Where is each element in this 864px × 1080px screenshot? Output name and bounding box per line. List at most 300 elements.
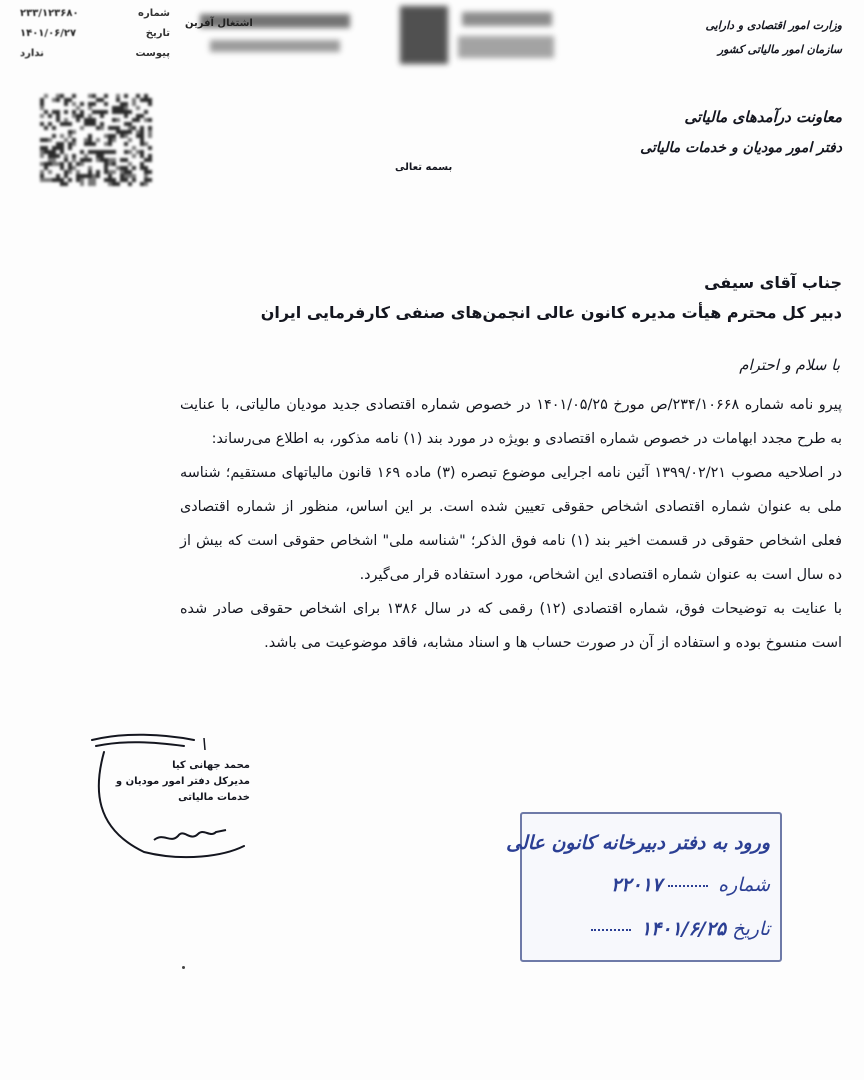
code-pixel	[108, 138, 112, 142]
code-pixel	[140, 142, 144, 146]
code-pixel	[52, 146, 56, 150]
stamp-number-label: شماره	[718, 874, 770, 896]
code-pixel	[64, 170, 68, 174]
code-pixel	[56, 154, 60, 158]
code-pixel	[116, 110, 120, 114]
code-pixel	[108, 178, 112, 182]
code-pixel	[72, 154, 76, 158]
code-pixel	[104, 178, 108, 182]
code-pixel	[88, 102, 92, 106]
code-pixel	[120, 106, 124, 110]
code-pixel	[80, 114, 84, 118]
code-pixel	[144, 142, 148, 146]
code-pixel	[108, 150, 112, 154]
code-pixel	[56, 118, 60, 122]
code-pixel	[64, 182, 68, 186]
code-pixel	[44, 138, 48, 142]
code-pixel	[88, 94, 92, 98]
code-pixel	[100, 150, 104, 154]
code-pixel	[116, 106, 120, 110]
code-pixel	[52, 98, 56, 102]
code-pixel	[68, 162, 72, 166]
code-pixel	[56, 178, 60, 182]
code-pixel	[60, 94, 64, 98]
code-pixel	[44, 146, 48, 150]
code-pixel	[56, 94, 60, 98]
code-pixel	[72, 94, 76, 98]
code-pixel	[148, 146, 152, 150]
code-pixel	[144, 118, 148, 122]
code-pixel	[116, 118, 120, 122]
code-pixel	[76, 162, 80, 166]
code-pixel	[72, 110, 76, 114]
code-pixel	[144, 94, 148, 98]
code-pixel	[48, 178, 52, 182]
code-pixel	[116, 130, 120, 134]
code-pixel	[124, 134, 128, 138]
addressee-name: جناب آقای سیفی	[704, 273, 842, 292]
stamp-date-label: تاریخ	[732, 918, 770, 940]
code-pixel	[108, 174, 112, 178]
code-pixel	[144, 98, 148, 102]
code-pixel	[60, 146, 64, 150]
code-pixel	[96, 174, 100, 178]
code-pixel	[92, 174, 96, 178]
blurred-header-strip	[200, 6, 560, 68]
code-pixel	[84, 122, 88, 126]
code-pixel	[140, 130, 144, 134]
qr-code-icon	[40, 94, 152, 186]
code-pixel	[128, 162, 132, 166]
code-pixel	[120, 110, 124, 114]
code-pixel	[64, 154, 68, 158]
code-pixel	[140, 114, 144, 118]
code-pixel	[124, 102, 128, 106]
reference-attachment-label: پیوست	[135, 48, 170, 59]
code-pixel	[60, 178, 64, 182]
code-pixel	[100, 114, 104, 118]
code-pixel	[88, 178, 92, 182]
code-pixel	[148, 158, 152, 162]
code-pixel	[48, 150, 52, 154]
reference-block	[20, 4, 170, 64]
code-pixel	[136, 150, 140, 154]
code-pixel	[96, 98, 100, 102]
code-pixel	[48, 138, 52, 142]
code-pixel	[124, 150, 128, 154]
code-pixel	[132, 98, 136, 102]
salutation: با سلام و احترام	[739, 356, 840, 374]
code-pixel	[140, 98, 144, 102]
code-pixel	[120, 130, 124, 134]
code-pixel	[56, 114, 60, 118]
code-pixel	[96, 126, 100, 130]
code-pixel	[144, 170, 148, 174]
code-pixel	[128, 150, 132, 154]
code-pixel	[88, 122, 92, 126]
code-pixel	[88, 134, 92, 138]
code-pixel	[64, 98, 68, 102]
code-pixel	[128, 174, 132, 178]
code-pixel	[148, 134, 152, 138]
code-pixel	[92, 102, 96, 106]
code-pixel	[148, 170, 152, 174]
code-pixel	[100, 122, 104, 126]
code-pixel	[112, 110, 116, 114]
code-pixel	[48, 158, 52, 162]
code-pixel	[48, 122, 52, 126]
code-pixel	[40, 146, 44, 150]
code-pixel	[104, 170, 108, 174]
code-pixel	[140, 166, 144, 170]
code-pixel	[40, 178, 44, 182]
code-pixel	[72, 166, 76, 170]
code-pixel	[136, 130, 140, 134]
code-pixel	[76, 170, 80, 174]
code-pixel	[56, 174, 60, 178]
code-pixel	[44, 178, 48, 182]
code-pixel	[96, 170, 100, 174]
code-pixel	[120, 178, 124, 182]
code-pixel	[132, 154, 136, 158]
code-pixel	[124, 158, 128, 162]
code-pixel	[80, 182, 84, 186]
code-pixel	[56, 146, 60, 150]
code-pixel	[92, 122, 96, 126]
code-pixel	[96, 138, 100, 142]
code-pixel	[100, 110, 104, 114]
reference-date-label: تاریخ	[145, 28, 170, 39]
code-pixel	[144, 166, 148, 170]
code-pixel	[88, 118, 92, 122]
code-pixel	[52, 110, 56, 114]
code-pixel	[128, 126, 132, 130]
code-pixel	[84, 118, 88, 122]
code-pixel	[80, 178, 84, 182]
code-pixel	[96, 110, 100, 114]
code-pixel	[92, 110, 96, 114]
code-pixel	[128, 122, 132, 126]
code-pixel	[48, 154, 52, 158]
code-pixel	[116, 98, 120, 102]
code-pixel	[40, 174, 44, 178]
reference-date-value: ۱۴۰۱/۰۶/۲۷	[20, 28, 77, 39]
code-pixel	[68, 146, 72, 150]
code-pixel	[44, 150, 48, 154]
code-pixel	[84, 138, 88, 142]
signatory-name: محمد جهانی کیا	[172, 760, 250, 771]
dotted-line	[668, 885, 708, 887]
code-pixel	[80, 150, 84, 154]
body-paragraph: با عنایت به توضیحات فوق، شماره اقتصادی (۱۲) رقمی که در سال ۱۳۸۶ برای اشخاص حقوقی صادر شده است منسوخ بوده و استفاده از آن در صورت حساب ها و اسناد مشابه، فاقد موضوعیت می باشد.	[180, 601, 842, 651]
code-pixel	[64, 158, 68, 162]
code-pixel	[40, 114, 44, 118]
code-pixel	[132, 174, 136, 178]
code-pixel	[108, 158, 112, 162]
code-pixel	[108, 182, 112, 186]
code-pixel	[112, 170, 116, 174]
deputy-name: معاونت درآمدهای مالیاتی	[684, 108, 842, 126]
code-pixel	[88, 158, 92, 162]
ink-speck	[182, 966, 185, 969]
code-pixel	[64, 102, 68, 106]
code-pixel	[144, 174, 148, 178]
code-pixel	[104, 102, 108, 106]
code-pixel	[104, 142, 108, 146]
code-pixel	[88, 114, 92, 118]
code-pixel	[128, 170, 132, 174]
code-pixel	[132, 126, 136, 130]
reference-attachment-row	[20, 44, 170, 64]
code-pixel	[100, 126, 104, 130]
code-pixel	[40, 98, 44, 102]
code-pixel	[120, 158, 124, 162]
code-pixel	[136, 114, 140, 118]
code-pixel	[92, 142, 96, 146]
code-pixel	[148, 126, 152, 130]
code-pixel	[124, 114, 128, 118]
code-pixel	[112, 182, 116, 186]
code-pixel	[40, 150, 44, 154]
code-pixel	[64, 174, 68, 178]
code-pixel	[80, 174, 84, 178]
code-pixel	[40, 138, 44, 142]
code-pixel	[112, 138, 116, 142]
code-pixel	[92, 94, 96, 98]
signature-icon	[150, 822, 230, 848]
code-pixel	[92, 118, 96, 122]
code-pixel	[120, 134, 124, 138]
code-pixel	[40, 102, 44, 106]
code-pixel	[72, 158, 76, 162]
code-pixel	[80, 162, 84, 166]
code-pixel	[112, 126, 116, 130]
organization-name: سازمان امور مالیاتی کشور	[717, 43, 842, 56]
office-name: دفتر امور مودیان و خدمات مالیاتی	[640, 140, 842, 156]
code-pixel	[88, 170, 92, 174]
code-pixel	[60, 166, 64, 170]
code-pixel	[124, 170, 128, 174]
code-pixel	[128, 182, 132, 186]
code-pixel	[48, 162, 52, 166]
code-pixel	[40, 170, 44, 174]
code-pixel	[136, 134, 140, 138]
code-pixel	[124, 166, 128, 170]
code-pixel	[144, 182, 148, 186]
code-pixel	[44, 110, 48, 114]
ministry-name: وزارت امور اقتصادی و دارایی	[705, 19, 842, 32]
code-pixel	[140, 138, 144, 142]
code-pixel	[60, 122, 64, 126]
code-pixel	[88, 150, 92, 154]
code-pixel	[56, 98, 60, 102]
addressee-title: دبیر کل محترم هیأت مدیره کانون عالی انجمن‌های صنفی کارفرمایی ایران	[260, 303, 842, 322]
code-pixel	[96, 158, 100, 162]
code-pixel	[60, 162, 64, 166]
code-pixel	[52, 126, 56, 130]
invocation: بسمه تعالی	[395, 162, 453, 173]
body-paragraph: در اصلاحیه مصوب ۱۳۹۹/۰۲/۲۱ آئین نامه اجرایی موضوع تبصره (۳) ماده ۱۶۹ قانون مالیاتهای مستقیم؛ شناسه ملی به عنوان شماره اقتصادی اشخاص حقوقی تعیین شده است. بر این اساس، منظور از شماره اقتصادی فعلی اشخاص حقوقی در قسمت اخیر بند (۱) نامه فوق الذکر؛ "شناسه ملی" اشخاص حقوقی است که بیش از ده سال است به عنوان شماره اقتصادی این اشخاص، مورد استفاده قرار می‌گیرد.	[180, 465, 843, 583]
code-pixel	[84, 174, 88, 178]
code-pixel	[68, 142, 72, 146]
code-pixel	[60, 150, 64, 154]
code-pixel	[68, 130, 72, 134]
reference-number-label: شماره	[138, 8, 170, 19]
code-pixel	[124, 130, 128, 134]
code-pixel	[44, 162, 48, 166]
code-pixel	[92, 178, 96, 182]
code-pixel	[60, 142, 64, 146]
signatory-title: مدیرکل دفتر امور مودیان و	[115, 776, 250, 787]
code-pixel	[104, 166, 108, 170]
code-pixel	[56, 142, 60, 146]
code-pixel	[112, 158, 116, 162]
code-pixel	[64, 110, 68, 114]
code-pixel	[140, 182, 144, 186]
code-pixel	[40, 154, 44, 158]
code-pixel	[72, 130, 76, 134]
code-pixel	[104, 150, 108, 154]
signatory-title-continued: خدمات مالیاتی	[178, 792, 250, 803]
code-pixel	[68, 98, 72, 102]
code-pixel	[40, 162, 44, 166]
stamp-heading: ورود به دفتر دبیرخانه کانون عالی	[506, 832, 770, 854]
code-pixel	[108, 170, 112, 174]
code-pixel	[64, 118, 68, 122]
code-pixel	[140, 134, 144, 138]
code-pixel	[44, 94, 48, 98]
code-pixel	[40, 122, 44, 126]
code-pixel	[148, 118, 152, 122]
code-pixel	[112, 162, 116, 166]
code-pixel	[80, 110, 84, 114]
code-pixel	[124, 122, 128, 126]
code-pixel	[76, 114, 80, 118]
signature-block	[100, 758, 250, 806]
code-pixel	[68, 166, 72, 170]
reference-attachment-value: ندارد	[20, 48, 44, 59]
code-pixel	[144, 178, 148, 182]
emblem-icon	[400, 6, 448, 64]
code-pixel	[44, 166, 48, 170]
code-pixel	[76, 174, 80, 178]
code-pixel	[136, 94, 140, 98]
code-pixel	[124, 142, 128, 146]
code-pixel	[112, 150, 116, 154]
code-pixel	[136, 106, 140, 110]
code-pixel	[112, 134, 116, 138]
code-pixel	[68, 134, 72, 138]
code-pixel	[120, 174, 124, 178]
code-pixel	[144, 110, 148, 114]
code-pixel	[100, 158, 104, 162]
code-pixel	[132, 146, 136, 150]
code-pixel	[52, 178, 56, 182]
code-pixel	[52, 150, 56, 154]
code-pixel	[88, 142, 92, 146]
code-pixel	[112, 106, 116, 110]
code-pixel	[104, 158, 108, 162]
code-pixel	[116, 94, 120, 98]
code-pixel	[116, 166, 120, 170]
code-pixel	[80, 102, 84, 106]
code-pixel	[148, 130, 152, 134]
code-pixel	[88, 138, 92, 142]
code-pixel	[52, 158, 56, 162]
code-pixel	[132, 178, 136, 182]
code-pixel	[116, 126, 120, 130]
code-pixel	[68, 170, 72, 174]
code-pixel	[76, 178, 80, 182]
code-pixel	[48, 170, 52, 174]
code-pixel	[80, 158, 84, 162]
code-pixel	[72, 142, 76, 146]
code-pixel	[88, 106, 92, 110]
code-pixel	[120, 170, 124, 174]
code-pixel	[120, 166, 124, 170]
code-pixel	[84, 154, 88, 158]
code-pixel	[104, 134, 108, 138]
code-pixel	[80, 126, 84, 130]
code-pixel	[96, 150, 100, 154]
code-pixel	[124, 110, 128, 114]
code-pixel	[104, 110, 108, 114]
code-pixel	[132, 102, 136, 106]
code-pixel	[72, 114, 76, 118]
code-pixel	[100, 154, 104, 158]
code-pixel	[56, 162, 60, 166]
code-pixel	[44, 126, 48, 130]
code-pixel	[68, 178, 72, 182]
code-pixel	[72, 138, 76, 142]
stamp-date-row	[591, 918, 770, 940]
code-pixel	[64, 122, 68, 126]
code-pixel	[128, 130, 132, 134]
letter-body	[180, 388, 842, 660]
code-pixel	[108, 134, 112, 138]
code-pixel	[124, 174, 128, 178]
code-pixel	[92, 150, 96, 154]
code-pixel	[112, 118, 116, 122]
reference-date-row	[20, 24, 170, 44]
dotted-line	[591, 929, 631, 931]
code-pixel	[88, 182, 92, 186]
code-pixel	[52, 154, 56, 158]
code-pixel	[84, 142, 88, 146]
code-pixel	[100, 98, 104, 102]
code-pixel	[140, 150, 144, 154]
code-pixel	[88, 174, 92, 178]
code-pixel	[104, 94, 108, 98]
code-pixel	[124, 106, 128, 110]
code-pixel	[132, 166, 136, 170]
reference-number-value: ۲۳۳/۱۲۳۶۸۰	[20, 8, 79, 19]
code-pixel	[108, 142, 112, 146]
code-pixel	[148, 178, 152, 182]
code-pixel	[112, 178, 116, 182]
code-pixel	[52, 134, 56, 138]
code-pixel	[52, 162, 56, 166]
code-pixel	[68, 122, 72, 126]
code-pixel	[56, 110, 60, 114]
code-pixel	[64, 138, 68, 142]
code-pixel	[140, 126, 144, 130]
code-pixel	[84, 158, 88, 162]
code-pixel	[128, 138, 132, 142]
code-pixel	[136, 118, 140, 122]
reference-number-row	[20, 4, 170, 24]
code-pixel	[120, 102, 124, 106]
